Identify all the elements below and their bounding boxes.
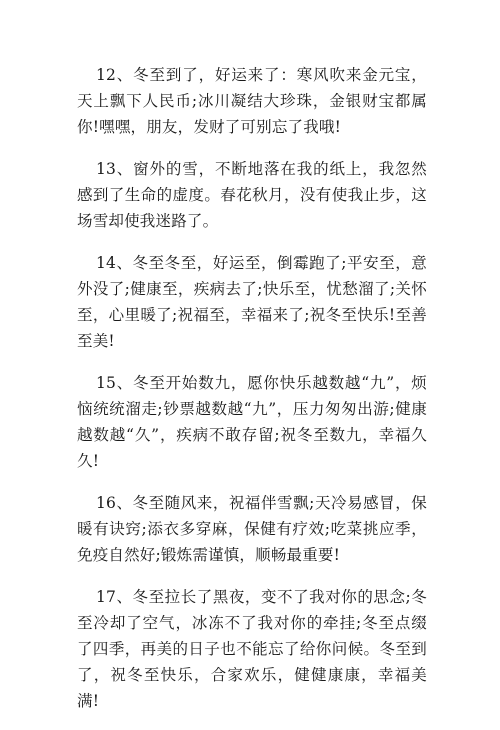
- paragraph-12: [77, 62, 427, 140]
- paragraph-text: 14、冬至冬至，好运至，倒霉跑了;平安至，意外没了;健康至，疾病去了;快乐至，忧愁溜了;关怀至，心里暖了;祝福至，幸福来了;祝冬至快乐!至善至美!: [77, 254, 427, 350]
- paragraph-15: [77, 370, 427, 474]
- document-body: [77, 62, 427, 730]
- paragraph-17: [77, 584, 427, 714]
- paragraph-text: 16、冬至随风来，祝福伴雪飘;天冷易感冒，保暖有诀窍;添衣多穿麻，保健有疗效;吃菜挑应季，免疫自然好;锻炼需谨慎，顺畅最重要!: [77, 494, 427, 564]
- paragraph-13: [77, 156, 427, 234]
- paragraph-16: [77, 490, 427, 568]
- paragraph-text: 17、冬至拉长了黑夜，变不了我对你的思念;冬至冷却了空气，冰冻不了我对你的牵挂;冬至点缀了四季，再美的日子也不能忘了给你问候。冬至到了，祝冬至快乐，合家欢乐，健健康康，幸福美满!: [77, 588, 427, 710]
- paragraph-text: 12、冬至到了，好运来了：寒风吹来金元宝，天上飘下人民币;冰川凝结大珍珠，金银财宝都属你!嘿嘿，朋友，发财了可别忘了我哦!: [77, 66, 427, 136]
- paragraph-text: 13、窗外的雪，不断地落在我的纸上，我忽然感到了生命的虚度。春花秋月，没有使我止步，这场雪却使我迷路了。: [77, 160, 427, 230]
- paragraph-14: [77, 250, 427, 354]
- paragraph-text: 15、冬至开始数九，愿你快乐越数越“九”，烦恼统统溜走;钞票越数越“九”，压力匆匆出游;健康越数越“久”，疾病不敢存留;祝冬至数九，幸福久久!: [77, 374, 427, 470]
